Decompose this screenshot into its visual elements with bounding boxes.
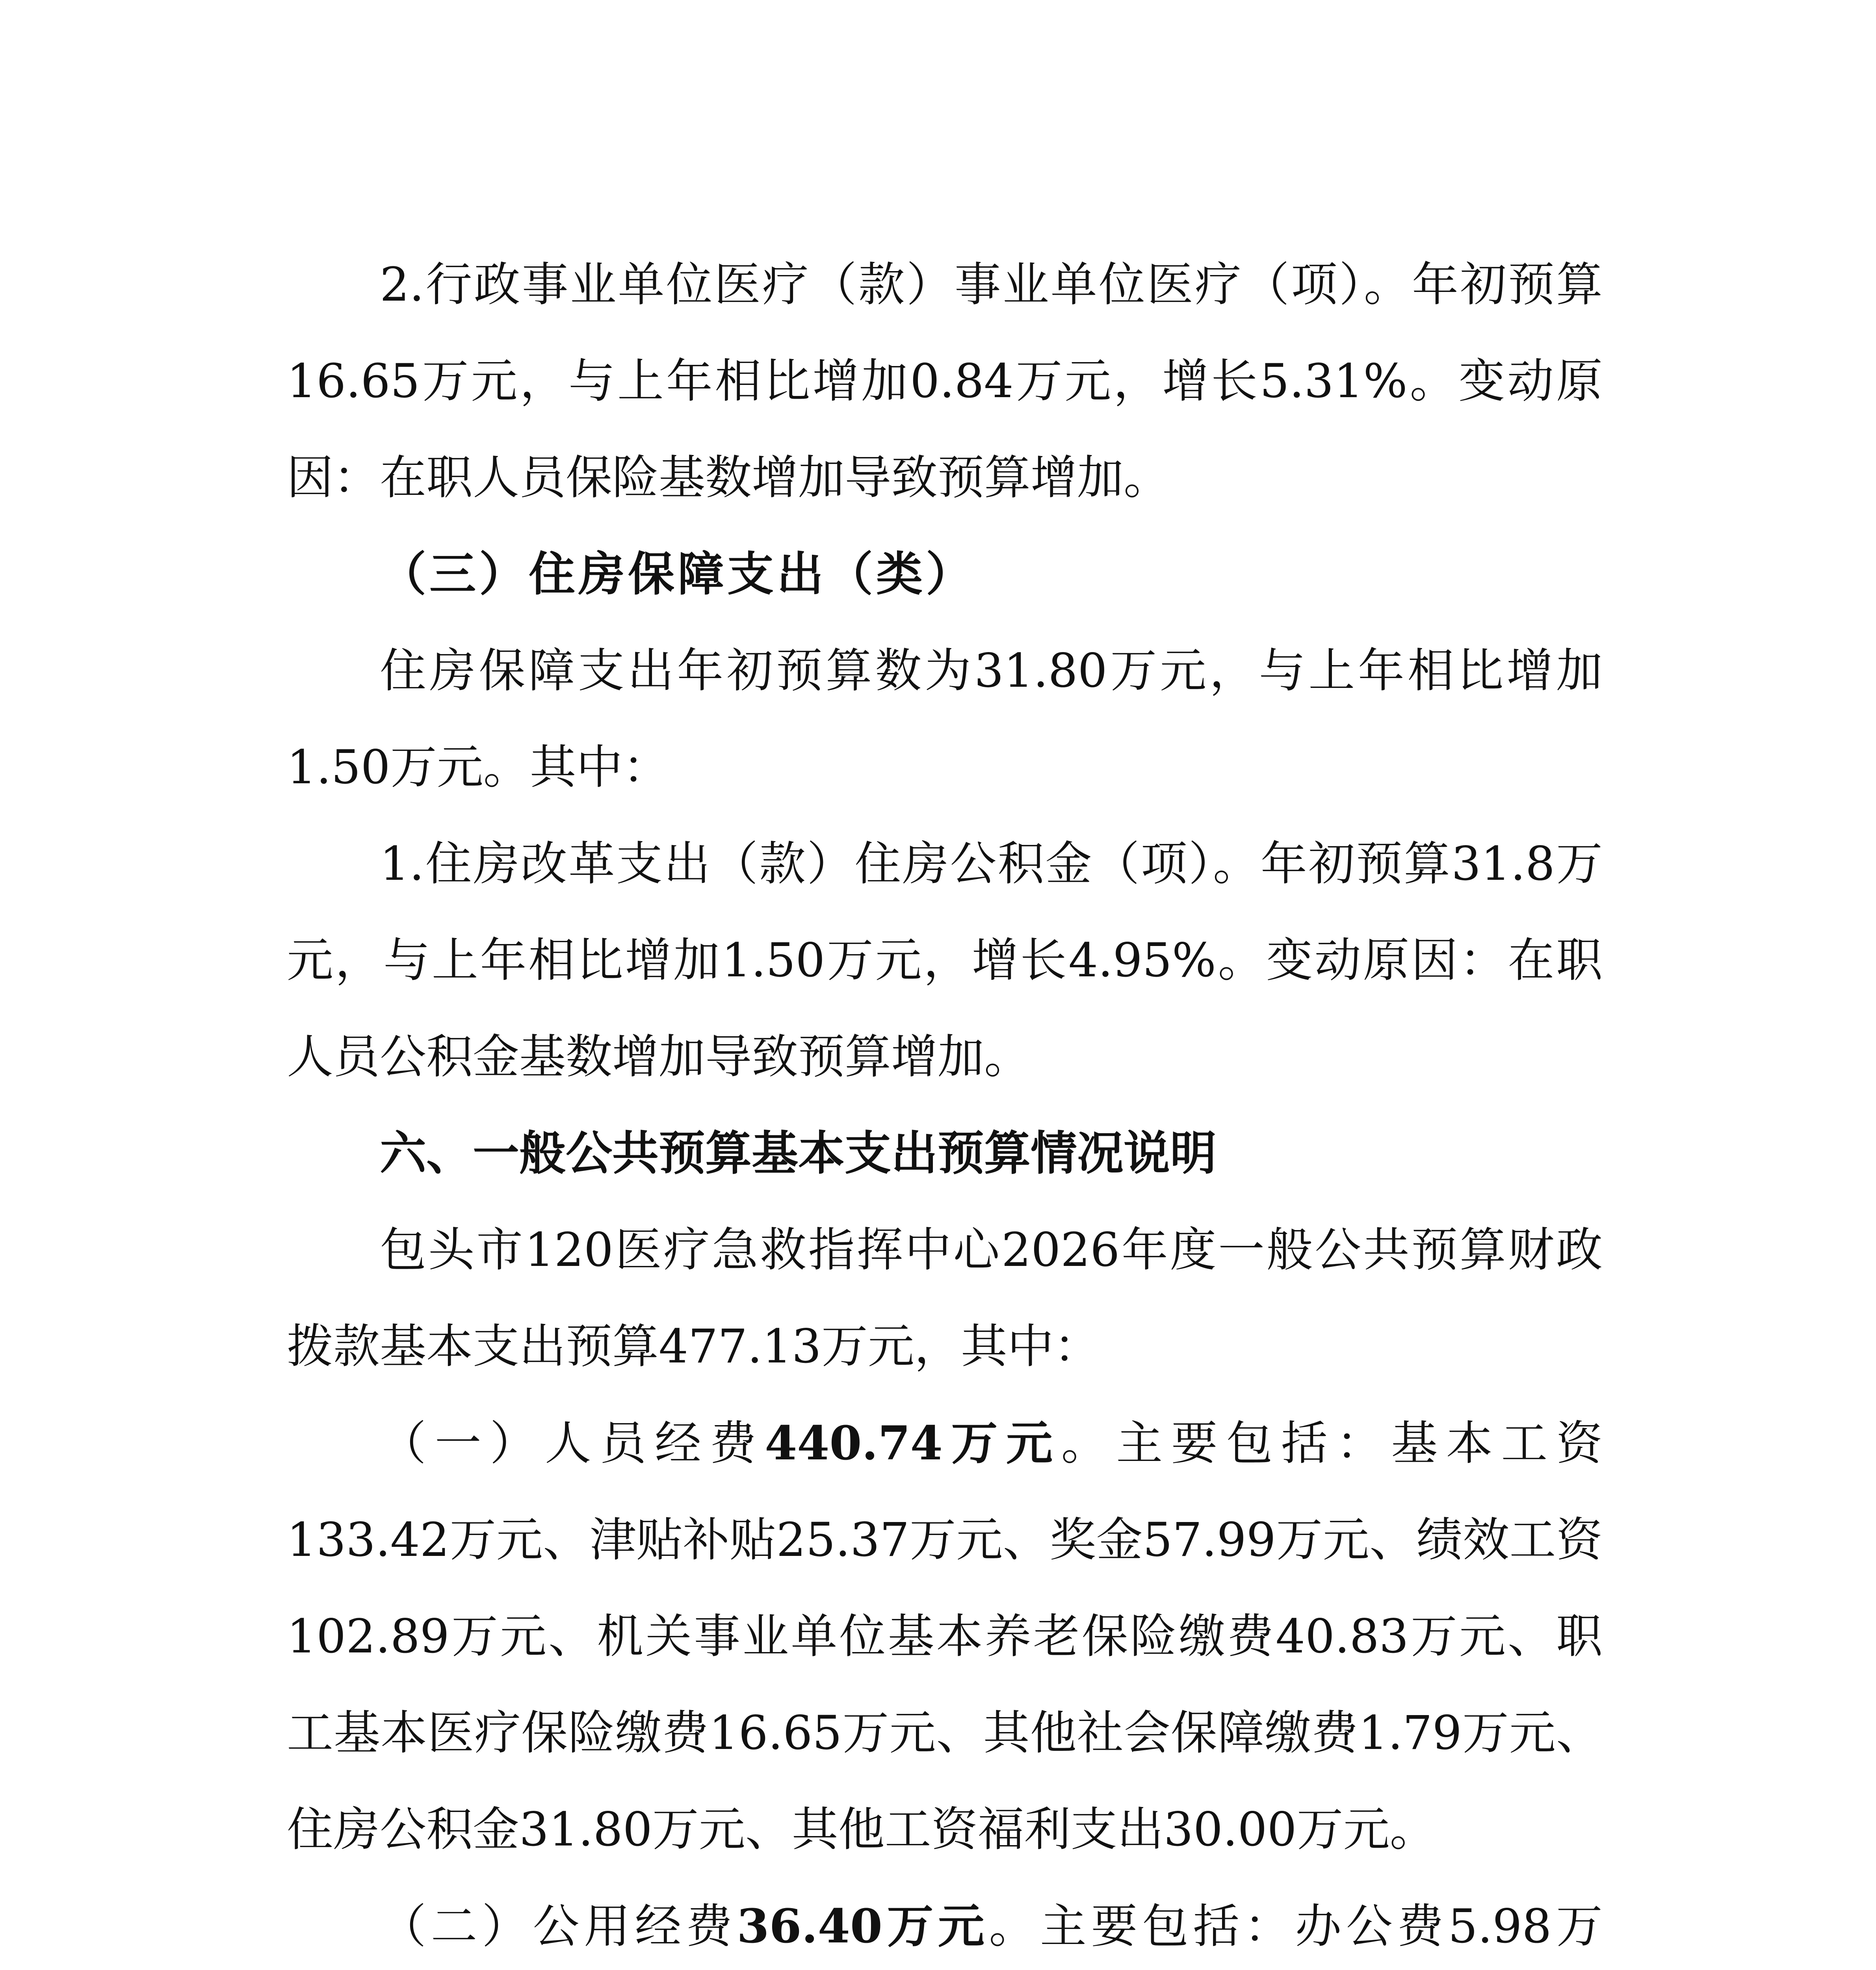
heading-housing-category: （三）住房保障支出（类） bbox=[380, 547, 976, 601]
public-details: 。主要包括：办公费5.98万 bbox=[989, 1899, 1603, 1953]
public-lead: （二）公用经费 bbox=[380, 1899, 737, 1953]
personnel-details: 。主要包括：基本工资133.42万元、津贴补贴25.37万元、奖金57.99万元、绩效工资102.89万元、机关事业单位基本养老保险缴费40.83万元、职工基本医疗保险缴费16.65万元、其他社会保障缴费1.79万元、住房公积金31.80万元、其他工资福利支出30.00万元。 bbox=[287, 1416, 1603, 1857]
personnel-amount: 440.74万元 bbox=[765, 1416, 1061, 1470]
paragraph-medical-item: 2.行政事业单位医疗（款）事业单位医疗（项）。年初预算16.65万元，与上年相比增加0.84万元，增长5.31%。变动原因：在职人员保险基数增加导致预算增加。 bbox=[287, 257, 1603, 505]
personnel-lead: （一）人员经费 bbox=[380, 1416, 765, 1470]
paragraph-housing-fund-item: 1.住房改革支出（款）住房公积金（项）。年初预算31.8万元，与上年相比增加1.50万元，增长4.95%。变动原因：在职人员公积金基数增加导致预算增加。 bbox=[287, 836, 1603, 1084]
paragraph-basic-expenditure: 包头市120医疗急救指挥中心2026年度一般公共预算财政拨款基本支出预算477.13万元，其中： bbox=[287, 1223, 1603, 1373]
heading-section-6: 六、一般公共预算基本支出预算情况说明 bbox=[380, 1126, 1217, 1180]
public-amount: 36.40万元 bbox=[737, 1899, 989, 1953]
paragraph-public-expenses bbox=[287, 1878, 1603, 1970]
paragraph-personnel-expenses bbox=[287, 1395, 1603, 1878]
document-body bbox=[287, 236, 1603, 1970]
paragraph-housing-summary: 住房保障支出年初预算数为31.80万元，与上年相比增加1.50万元。其中： bbox=[287, 643, 1603, 794]
